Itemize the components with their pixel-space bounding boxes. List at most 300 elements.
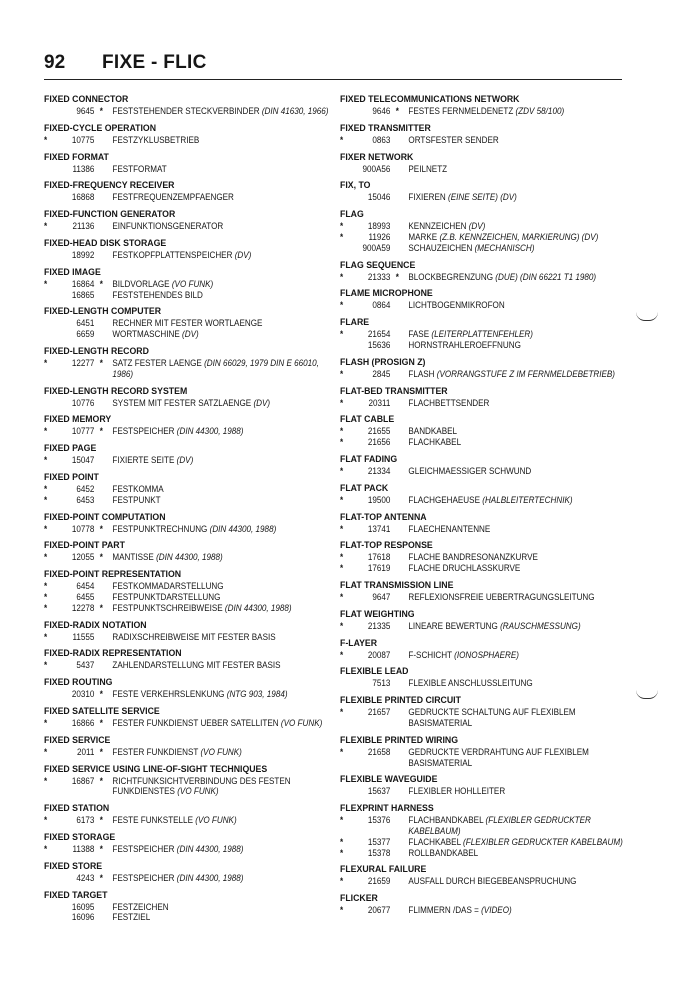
translation-term: FESTPUNKTDARSTELLUNG xyxy=(112,591,221,602)
dictionary-entry xyxy=(340,540,634,574)
translation-row xyxy=(340,678,605,689)
translation-text xyxy=(408,552,633,563)
dictionary-entry xyxy=(44,803,330,826)
translation-term: SCHAUZEICHEN xyxy=(408,242,473,253)
translation-term: KENNZEICHEN xyxy=(408,221,467,232)
translation-row xyxy=(340,905,605,916)
translation-text xyxy=(112,552,337,563)
translation-row xyxy=(340,876,605,887)
translation-row xyxy=(44,221,301,232)
asterisk-marker: * xyxy=(340,368,344,379)
translation-term: FESTSPEICHER xyxy=(112,843,175,854)
entry-term: FLARE xyxy=(340,317,370,329)
entry-number: 21335 xyxy=(367,620,391,631)
translation-text xyxy=(408,164,633,175)
dictionary-entry xyxy=(340,666,634,689)
entry-term: FIXER NETWORK xyxy=(340,151,414,163)
translation-note: (DIN 44300, 1988) xyxy=(156,552,223,563)
translation-text xyxy=(112,603,337,614)
asterisk-marker: * xyxy=(340,271,344,282)
translation-row xyxy=(44,747,301,758)
translation-row xyxy=(44,912,301,923)
translation-row xyxy=(44,902,301,913)
entry-term: FLAT FADING xyxy=(340,453,398,465)
translation-row xyxy=(340,592,605,603)
entry-term: FIXED PAGE xyxy=(44,443,97,455)
asterisk-marker: * xyxy=(340,620,344,631)
dictionary-entry xyxy=(44,620,330,643)
translation-row xyxy=(44,873,301,884)
translation-term: RICHTFUNKSICHTVERBINDUNG DES FESTEN FUNKDIENSTES xyxy=(112,775,291,797)
translation-row xyxy=(44,581,301,592)
translation-row xyxy=(340,368,615,380)
translation-text xyxy=(112,398,337,409)
translation-text xyxy=(408,369,633,380)
translation-note: (VO FUNK) xyxy=(195,815,237,826)
translation-term: REFLEXIONSFREIE UEBERTRAGUNGSLEITUNG xyxy=(408,591,595,602)
entry-number: 16868 xyxy=(71,192,95,203)
translation-note: (DUE) (DIN 66221 T1 1980) xyxy=(495,271,597,282)
dictionary-entry xyxy=(44,414,330,437)
entry-term: FLASH (PROSIGN Z) xyxy=(340,356,426,368)
entry-number: 15376 xyxy=(367,815,391,826)
entry-number: 21656 xyxy=(367,437,391,448)
star-marker: * xyxy=(99,689,103,700)
translation-term: AUSFALL DURCH BIEGEBEANSPRUCHUNG xyxy=(408,876,577,887)
dictionary-entry xyxy=(44,238,330,261)
translation-note: (VO FUNK) xyxy=(177,786,219,797)
translation-term: FLACHE BANDRESONANZKURVE xyxy=(408,552,538,563)
dictionary-entry xyxy=(340,260,634,283)
translation-row xyxy=(340,836,623,848)
asterisk-marker: * xyxy=(340,847,344,858)
dictionary-entry xyxy=(340,152,634,175)
header-rule xyxy=(44,79,622,80)
asterisk-marker: * xyxy=(44,483,48,494)
translation-text xyxy=(408,876,633,887)
entry-term: FIXED SATELLITE SERVICE xyxy=(44,705,160,717)
asterisk-marker: * xyxy=(44,221,48,232)
translation-row xyxy=(340,552,605,563)
translation-text xyxy=(408,650,633,661)
translation-note: (VO FUNK) xyxy=(171,278,214,289)
entry-number: 11388 xyxy=(72,843,95,854)
translation-term: FESTER FUNKDIENST xyxy=(112,746,199,757)
translation-text xyxy=(408,563,633,574)
star-marker: * xyxy=(99,278,103,289)
translation-row xyxy=(44,398,301,409)
translation-row xyxy=(44,495,301,506)
entry-number: 7513 xyxy=(372,678,391,689)
translation-text xyxy=(408,592,633,603)
translation-text xyxy=(112,164,337,175)
translation-note: (LEITERPLATTENFEHLER) xyxy=(431,329,533,340)
translation-term: FLEXIBLER HOHLLEITER xyxy=(408,786,506,797)
translation-text xyxy=(408,221,633,232)
translation-term: FESTSPEICHER xyxy=(112,872,175,883)
translation-term: FLIMMERN /DAS = xyxy=(408,905,479,916)
entry-term: FIXED-FUNCTION GENERATOR xyxy=(44,209,176,221)
translation-text xyxy=(408,243,633,254)
asterisk-marker: * xyxy=(44,660,48,671)
translation-text xyxy=(112,318,337,329)
asterisk-marker: * xyxy=(44,357,48,368)
entry-number: 18993 xyxy=(367,221,391,232)
translation-text xyxy=(112,106,337,117)
translation-text xyxy=(112,912,337,923)
translation-term: BLOCKBEGRENZUNG xyxy=(408,271,494,282)
translation-term: FESTKOPFPLATTENSPEICHER xyxy=(112,249,233,260)
translation-term: FESTE FUNKSTELLE xyxy=(112,815,193,826)
translation-row xyxy=(44,290,301,301)
translation-term: FLACHE DRUCHLASSKURVE xyxy=(408,563,521,574)
entry-term: FIXED IMAGE xyxy=(44,266,101,278)
asterisk-marker: * xyxy=(340,563,344,574)
entry-number: 15637 xyxy=(367,786,391,797)
translation-text xyxy=(408,135,633,146)
dictionary-entry xyxy=(44,152,330,175)
entry-term: FIXED-LENGTH RECORD SYSTEM xyxy=(44,385,188,397)
translation-row xyxy=(44,250,301,261)
page-range-heading: FIXE - FLIC xyxy=(102,52,207,73)
entry-term: FIXED STORE xyxy=(44,860,103,872)
asterisk-marker: * xyxy=(340,465,344,476)
translation-term: FESTPUNKTSCHREIBWEISE xyxy=(112,602,223,613)
star-marker: * xyxy=(99,552,103,563)
entry-number: 6451 xyxy=(76,318,95,329)
translation-text xyxy=(408,524,633,535)
asterisk-marker: * xyxy=(44,843,48,854)
translation-row xyxy=(340,232,605,243)
translation-note: (DIN 44300, 1988) xyxy=(224,602,292,613)
star-marker: * xyxy=(99,843,103,854)
asterisk-marker: * xyxy=(44,746,48,757)
asterisk-marker: * xyxy=(340,494,344,505)
translation-row xyxy=(340,329,605,340)
translation-text xyxy=(408,495,633,506)
entry-number: 12055 xyxy=(71,552,95,563)
star-marker: * xyxy=(99,602,103,613)
translation-text xyxy=(112,660,337,671)
translation-row xyxy=(340,815,605,837)
translation-text xyxy=(112,632,337,643)
dictionary-entry xyxy=(44,832,330,855)
translation-term: FLACHKABEL xyxy=(408,836,461,847)
asterisk-marker: * xyxy=(44,278,48,289)
entry-number: 6452 xyxy=(76,483,95,494)
translation-term: FESTSPEICHER xyxy=(112,426,175,437)
entry-term: FLAT TRANSMISSION LINE xyxy=(340,579,454,591)
entry-number: 15636 xyxy=(367,339,391,350)
translation-text xyxy=(408,621,633,632)
dictionary-entry xyxy=(340,357,634,380)
dictionary-entry xyxy=(44,764,330,798)
translation-term: FESTFORMAT xyxy=(112,163,167,174)
dictionary-entry xyxy=(44,180,330,203)
asterisk-marker: * xyxy=(340,437,344,448)
translation-note: (EINE SEITE) (DV) xyxy=(448,192,517,203)
translation-text xyxy=(112,221,337,232)
entry-term: FIXED-RADIX NOTATION xyxy=(44,619,147,631)
translation-term: FLAECHENANTENNE xyxy=(408,523,491,534)
entry-term: FIXED ROUTING xyxy=(44,677,113,689)
translation-note: (DV) xyxy=(176,455,194,466)
translation-term: FESTPUNKTRECHNUNG xyxy=(112,523,208,534)
translation-note: (DV) xyxy=(234,249,252,260)
asterisk-marker: * xyxy=(340,134,344,145)
translation-row xyxy=(44,689,301,700)
entry-number: 16096 xyxy=(71,912,95,923)
translation-text xyxy=(112,581,337,592)
entry-number: 21657 xyxy=(367,707,391,718)
entry-number: 16095 xyxy=(71,901,95,912)
translation-term: RECHNER MIT FESTER WORTLAENGE xyxy=(112,318,263,329)
dictionary-entry xyxy=(340,317,634,351)
translation-text xyxy=(112,329,337,340)
translation-text xyxy=(112,135,337,146)
entry-number: 16867 xyxy=(71,775,95,786)
translation-text xyxy=(112,844,337,855)
translation-text xyxy=(408,466,633,477)
translation-text xyxy=(112,689,337,700)
dictionary-entry xyxy=(340,414,634,448)
right-column xyxy=(340,94,634,922)
translation-term: RADIXSCHREIBWEISE MIT FESTER BASIS xyxy=(112,631,276,642)
entry-term: FLEXPRINT HARNESS xyxy=(340,803,434,815)
entry-number: 900A56 xyxy=(362,163,391,174)
translation-term: EINFUNKTIONSGENERATOR xyxy=(112,221,224,232)
dictionary-entry xyxy=(340,483,634,506)
entry-number: 15047 xyxy=(71,455,95,466)
asterisk-marker: * xyxy=(340,836,344,847)
translation-note: (DIN 44300, 1988) xyxy=(176,872,244,883)
translation-row xyxy=(340,272,605,283)
translation-note: (DIN 66029, 1979 DIN E 66010, 1986) xyxy=(112,357,319,379)
dictionary-entry xyxy=(340,735,634,769)
translation-row xyxy=(340,621,605,632)
dictionary-entry xyxy=(340,512,634,535)
entry-term: FLEXIBLE PRINTED CIRCUIT xyxy=(340,695,461,707)
translation-text xyxy=(112,718,337,729)
asterisk-marker: * xyxy=(44,591,48,602)
translation-note: (MECHANISCH) xyxy=(474,242,535,253)
translation-row xyxy=(44,776,301,798)
asterisk-marker: * xyxy=(340,397,344,408)
entry-number: 11926 xyxy=(368,231,391,242)
translation-row xyxy=(44,592,301,603)
translation-row xyxy=(340,221,605,232)
entry-number: 20310 xyxy=(71,689,95,700)
translation-text xyxy=(408,707,633,729)
translation-term: FESTZIEL xyxy=(112,912,151,923)
star-marker: * xyxy=(395,271,399,282)
entry-term: FLAT-BED TRANSMITTER xyxy=(340,385,448,397)
entry-number: 6453 xyxy=(76,494,95,505)
entry-term: FIXED-LENGTH RECORD xyxy=(44,345,149,357)
translation-term: F-SCHICHT xyxy=(408,649,452,660)
entry-term: FIXED FORMAT xyxy=(44,151,109,163)
asterisk-marker: * xyxy=(340,591,344,602)
translation-row xyxy=(340,524,605,535)
translation-term: FLACHGEHAEUSE xyxy=(408,494,480,505)
left-column xyxy=(44,94,330,929)
star-marker: * xyxy=(99,775,103,786)
translation-text xyxy=(408,678,633,689)
translation-text xyxy=(408,398,633,409)
translation-term: FLACHKABEL xyxy=(408,437,462,448)
asterisk-marker: * xyxy=(340,300,344,311)
dictionary-entry xyxy=(44,346,330,380)
translation-text xyxy=(112,592,337,603)
translation-text xyxy=(112,484,337,495)
entry-term: FIXED STORAGE xyxy=(44,831,116,843)
translation-term: GLEICHMAESSIGER SCHWUND xyxy=(408,465,532,476)
entry-term: FLAME MICROPHONE xyxy=(340,288,433,300)
entry-term: FIXED TARGET xyxy=(44,889,108,901)
translation-note: (VIDEO) xyxy=(481,905,512,916)
entry-number: 21136 xyxy=(72,221,95,232)
translation-note: (HALBLEITERTECHNIK) xyxy=(482,494,573,505)
entry-number: 10777 xyxy=(71,426,95,437)
asterisk-marker: * xyxy=(44,631,48,642)
dictionary-entry xyxy=(44,648,330,671)
asterisk-marker: * xyxy=(340,746,344,757)
asterisk-marker: * xyxy=(44,523,48,534)
translation-term: LICHTBOGENMIKROFON xyxy=(408,300,505,311)
translation-row xyxy=(44,603,301,614)
translation-row xyxy=(44,632,301,643)
translation-term: GEDRUCKTE VERDRAHTUNG AUF FLEXIBLEM BASISMATERIAL xyxy=(408,746,589,768)
translation-text xyxy=(112,279,337,290)
entry-number: 17618 xyxy=(367,552,391,563)
entry-number: 20677 xyxy=(367,905,391,916)
translation-term: FESTKOMMADARSTELLUNG xyxy=(112,581,224,592)
dictionary-entry xyxy=(340,774,634,797)
translation-row xyxy=(44,455,301,466)
entry-term: FLEXIBLE WAVEGUIDE xyxy=(340,774,438,786)
dictionary-entry xyxy=(44,861,330,884)
translation-row xyxy=(340,747,605,769)
translation-text xyxy=(112,250,337,261)
asterisk-marker: * xyxy=(340,426,344,437)
translation-term: ORTSFESTER SENDER xyxy=(408,134,499,145)
star-marker: * xyxy=(99,357,103,368)
entry-term: FLEXIBLE LEAD xyxy=(340,666,409,678)
dictionary-entry xyxy=(340,386,634,409)
entry-number: 6455 xyxy=(76,591,95,602)
entry-term: FIXED-HEAD DISK STORAGE xyxy=(44,237,167,249)
translation-note: (DV) xyxy=(468,221,486,232)
entry-term: FLAG SEQUENCE xyxy=(340,259,416,271)
translation-row xyxy=(44,192,301,203)
star-marker: * xyxy=(99,523,103,534)
star-marker: * xyxy=(99,746,103,757)
asterisk-marker: * xyxy=(340,552,344,563)
translation-text xyxy=(112,455,337,466)
entry-number: 9646 xyxy=(372,106,391,116)
dictionary-entry xyxy=(44,512,330,535)
translation-text xyxy=(408,786,633,797)
entry-number: 21654 xyxy=(367,329,391,340)
entry-number: 10776 xyxy=(71,397,95,408)
translation-row xyxy=(44,318,301,329)
translation-text xyxy=(408,300,633,311)
dictionary-entry xyxy=(44,677,330,700)
asterisk-marker: * xyxy=(340,876,344,887)
entry-number: 0864 xyxy=(372,300,391,311)
entry-number: 16866 xyxy=(71,717,95,728)
entry-term: FIXED-CYCLE OPERATION xyxy=(44,122,157,134)
translation-note: (FLEXIBLER GEDRUCKTER KABELBAUM) xyxy=(408,815,591,836)
asterisk-marker: * xyxy=(340,523,344,534)
translation-term: FESTE VERKEHRSLENKUNG xyxy=(112,689,225,700)
entry-number: 21659 xyxy=(367,876,391,887)
translation-term: FESTPUNKT xyxy=(112,494,161,505)
translation-term: BANDKABEL xyxy=(408,426,458,437)
entry-number: 20311 xyxy=(368,397,391,408)
entry-number: 17619 xyxy=(367,563,391,574)
translation-term: FESTFREQUENZEMPFAENGER xyxy=(112,192,234,203)
translation-row xyxy=(44,106,329,117)
translation-text xyxy=(408,232,633,243)
asterisk-marker: * xyxy=(44,581,48,592)
dictionary-entry xyxy=(340,580,634,603)
star-marker: * xyxy=(99,106,103,116)
translation-term: LINEARE BEWERTUNG xyxy=(408,620,498,631)
dictionary-entry xyxy=(340,893,634,916)
translation-row xyxy=(340,563,605,574)
dictionary-entry xyxy=(44,306,330,340)
entry-number: 18992 xyxy=(71,249,95,260)
margin-mark xyxy=(636,690,658,699)
dictionary-entry xyxy=(340,803,634,858)
entry-term: FIXED TELECOMMUNICATIONS NETWORK xyxy=(340,94,520,105)
translation-row xyxy=(340,135,605,146)
entry-term: FIXED SERVICE xyxy=(44,734,111,746)
translation-note: (RAUSCHMESSUNG) xyxy=(500,620,581,631)
asterisk-marker: * xyxy=(340,649,344,660)
translation-row xyxy=(340,848,605,859)
translation-row xyxy=(44,660,301,671)
dictionary-entry xyxy=(340,288,634,311)
entry-number: 16864 xyxy=(71,278,95,289)
entry-term: FIXED-POINT REPRESENTATION xyxy=(44,569,182,581)
star-marker: * xyxy=(395,106,399,116)
translation-row xyxy=(44,717,323,729)
dictionary-entry xyxy=(340,695,634,729)
translation-term: MANTISSE xyxy=(112,552,154,563)
entry-number: 10778 xyxy=(71,523,95,534)
translation-text xyxy=(408,848,633,859)
translation-row xyxy=(340,106,605,117)
translation-row xyxy=(44,329,301,340)
dictionary-entry xyxy=(340,94,634,117)
translation-row xyxy=(44,524,301,535)
translation-text xyxy=(112,192,337,203)
dictionary-entry xyxy=(44,569,330,613)
entry-term: FIXED SERVICE USING LINE-OF-SIGHT TECHNIQUES xyxy=(44,763,268,775)
translation-term: ROLLBANDKABEL xyxy=(408,847,479,858)
asterisk-marker: * xyxy=(340,815,344,826)
entry-term: FLAT WEIGHTING xyxy=(340,608,415,620)
entry-number: 900A59 xyxy=(362,242,391,253)
translation-note: (VORRANGSTUFE Z IM FERNMELDEBETRIEB) xyxy=(436,368,615,379)
translation-term: MARKE xyxy=(408,231,438,242)
star-marker: * xyxy=(99,717,103,728)
translation-row xyxy=(44,552,301,563)
entry-number: 21334 xyxy=(367,465,391,476)
translation-note: (Z.B. KENNZEICHEN, MARKIERUNG) (DV) xyxy=(439,231,599,242)
